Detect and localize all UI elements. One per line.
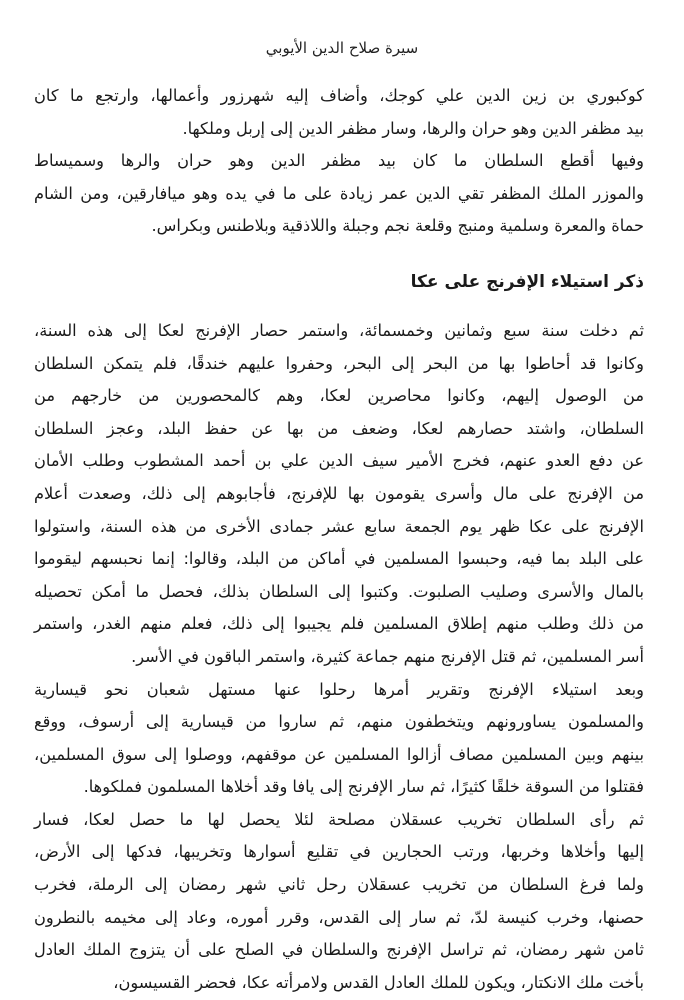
text-line: بيد مظفر الدين وهو حران والرها، وسار مظفر الدين إلى إربل وملكها. bbox=[182, 118, 644, 138]
text-line: إليها وأخلاها وخربها، ورتب الحجارين في تقليع أسوارها وتخريبها، فدكها إلى الأرض، bbox=[34, 842, 644, 862]
text-line: وكانوا قد أحاطوا بها من البحر إلى البحر، وحفروا عليهم خندقًا، فلم يتمكن السلطان bbox=[34, 353, 644, 373]
page-body bbox=[34, 80, 644, 999]
text-line: والموزر الملك المظفر تقي الدين عمر زيادة على ما في يده وهو ميافارقين، ومن الشام bbox=[34, 183, 644, 203]
text-line: بينهم وبين المسلمين مصاف أزالوا المسلمين عن موقفهم، ووصلوا إلى سوق المسلمين، bbox=[34, 744, 644, 764]
text-line: الإفرنج على عكا ظهر يوم الجمعة سابع عشر جمادى الأخرى من هذه السنة، واستولوا bbox=[34, 516, 644, 536]
paragraph bbox=[34, 674, 644, 804]
section-heading: ذكر استيلاء الإفرنج على عكا bbox=[410, 271, 644, 292]
paragraph bbox=[34, 80, 644, 145]
text-line: أسر المسلمين، ثم قتل الإفرنج منهم جماعة كثيرة، واستمر الباقون في الأسر. bbox=[131, 646, 644, 666]
text-line: حصنها، وخرب كنيسة لدّ، ثم سار إلى القدس، وقرر أموره، وعاد إلى مخيمه بالنطرون bbox=[34, 907, 644, 927]
text-line: ثامن شهر رمضان، ثم تراسل الإفرنج والسلطان في الصلح على أن يتزوج الملك العادل bbox=[34, 940, 644, 960]
text-line: من ذلك وطلب منهم إطلاق المسلمين فلم يجيبوا إلى ذلك، فعلم منهم الغدر، واستمر bbox=[34, 614, 644, 634]
paragraph bbox=[34, 804, 644, 1000]
text-line: وفيها أقطع السلطان ما كان بيد مظفر الدين وهو حران والرها وسميساط bbox=[34, 151, 644, 171]
text-line: عن دفع العدو عنهم، فخرج الأمير سيف الدين علي بن أحمد المشطوب وطلب الأمان bbox=[34, 451, 644, 471]
text-line: حماة والمعرة وسلمية ومنبج وقلعة نجم وجبلة واللاذقية وبلاطنس وبكراس. bbox=[151, 216, 644, 236]
paragraph bbox=[34, 315, 644, 674]
text-line: ولما فرغ السلطان من تخريب عسقلان رحل ثاني شهر رمضان إلى الرملة، فخرب bbox=[34, 875, 644, 895]
text-line: على البلد بما فيه، وحبسوا المسلمين في أماكن من البلد، وقالوا: إنما نحبسهم ليقوموا bbox=[34, 549, 644, 569]
text-line: من الإفرنج على مال وأسرى يقومون بها للإفرنج، فأجابوهم إلى ذلك، وصعدت أعلام bbox=[34, 483, 644, 503]
paragraph bbox=[34, 145, 644, 243]
text-line: بأخت ملك الانكتار، ويكون للملك العادل القدس ولامرأته عكا، فحضر القسيسون، bbox=[113, 972, 644, 992]
text-line: من الوصول إليهم، وكانوا محاصرين لعكا، وهم كالمحصورين من خارجهم من bbox=[34, 386, 644, 406]
running-header: سيرة صلاح الدين الأيوبي bbox=[265, 39, 419, 57]
text-line: ثم دخلت سنة سبع وثمانين وخمسمائة، واستمر حصار الإفرنج لعكا إلى هذه السنة، bbox=[34, 320, 644, 340]
top-paragraphs bbox=[34, 80, 644, 243]
text-line: فقتلوا من السوقة خلقًا كثيرًا، ثم سار الإفرنج إلى يافا وقد أخلاها المسلمون فملكوها. bbox=[83, 777, 644, 797]
text-line: والمسلمون يساورونهم ويتخطفون منهم، ثم ساروا من قيسارية إلى أرسوف، ووقع bbox=[34, 712, 644, 732]
text-line: كوكبوري بن زين الدين علي كوجك، وأضاف إليه شهرزور وأعمالها، وارتجع ما كان bbox=[34, 86, 644, 105]
text-line: وبعد استيلاء الإفرنج وتقرير أمرها رحلوا عنها مستهل شعبان نحو قيسارية bbox=[34, 679, 644, 699]
text-line: بالمال والأسرى وصليب الصلبوت. وكتبوا إلى السلطان بذلك، فحصل ما أمكن تحصيله bbox=[34, 581, 644, 601]
section-paragraphs bbox=[34, 315, 644, 999]
text-line: ثم رأى السلطان تخريب عسقلان مصلحة لئلا يحصل لها ما حصل لعكا، فسار bbox=[34, 809, 644, 829]
text-line: السلطان، واشتد حصارهم لعكا، وضعف من بها عن حفظ البلد، وعجز السلطان bbox=[34, 418, 644, 438]
